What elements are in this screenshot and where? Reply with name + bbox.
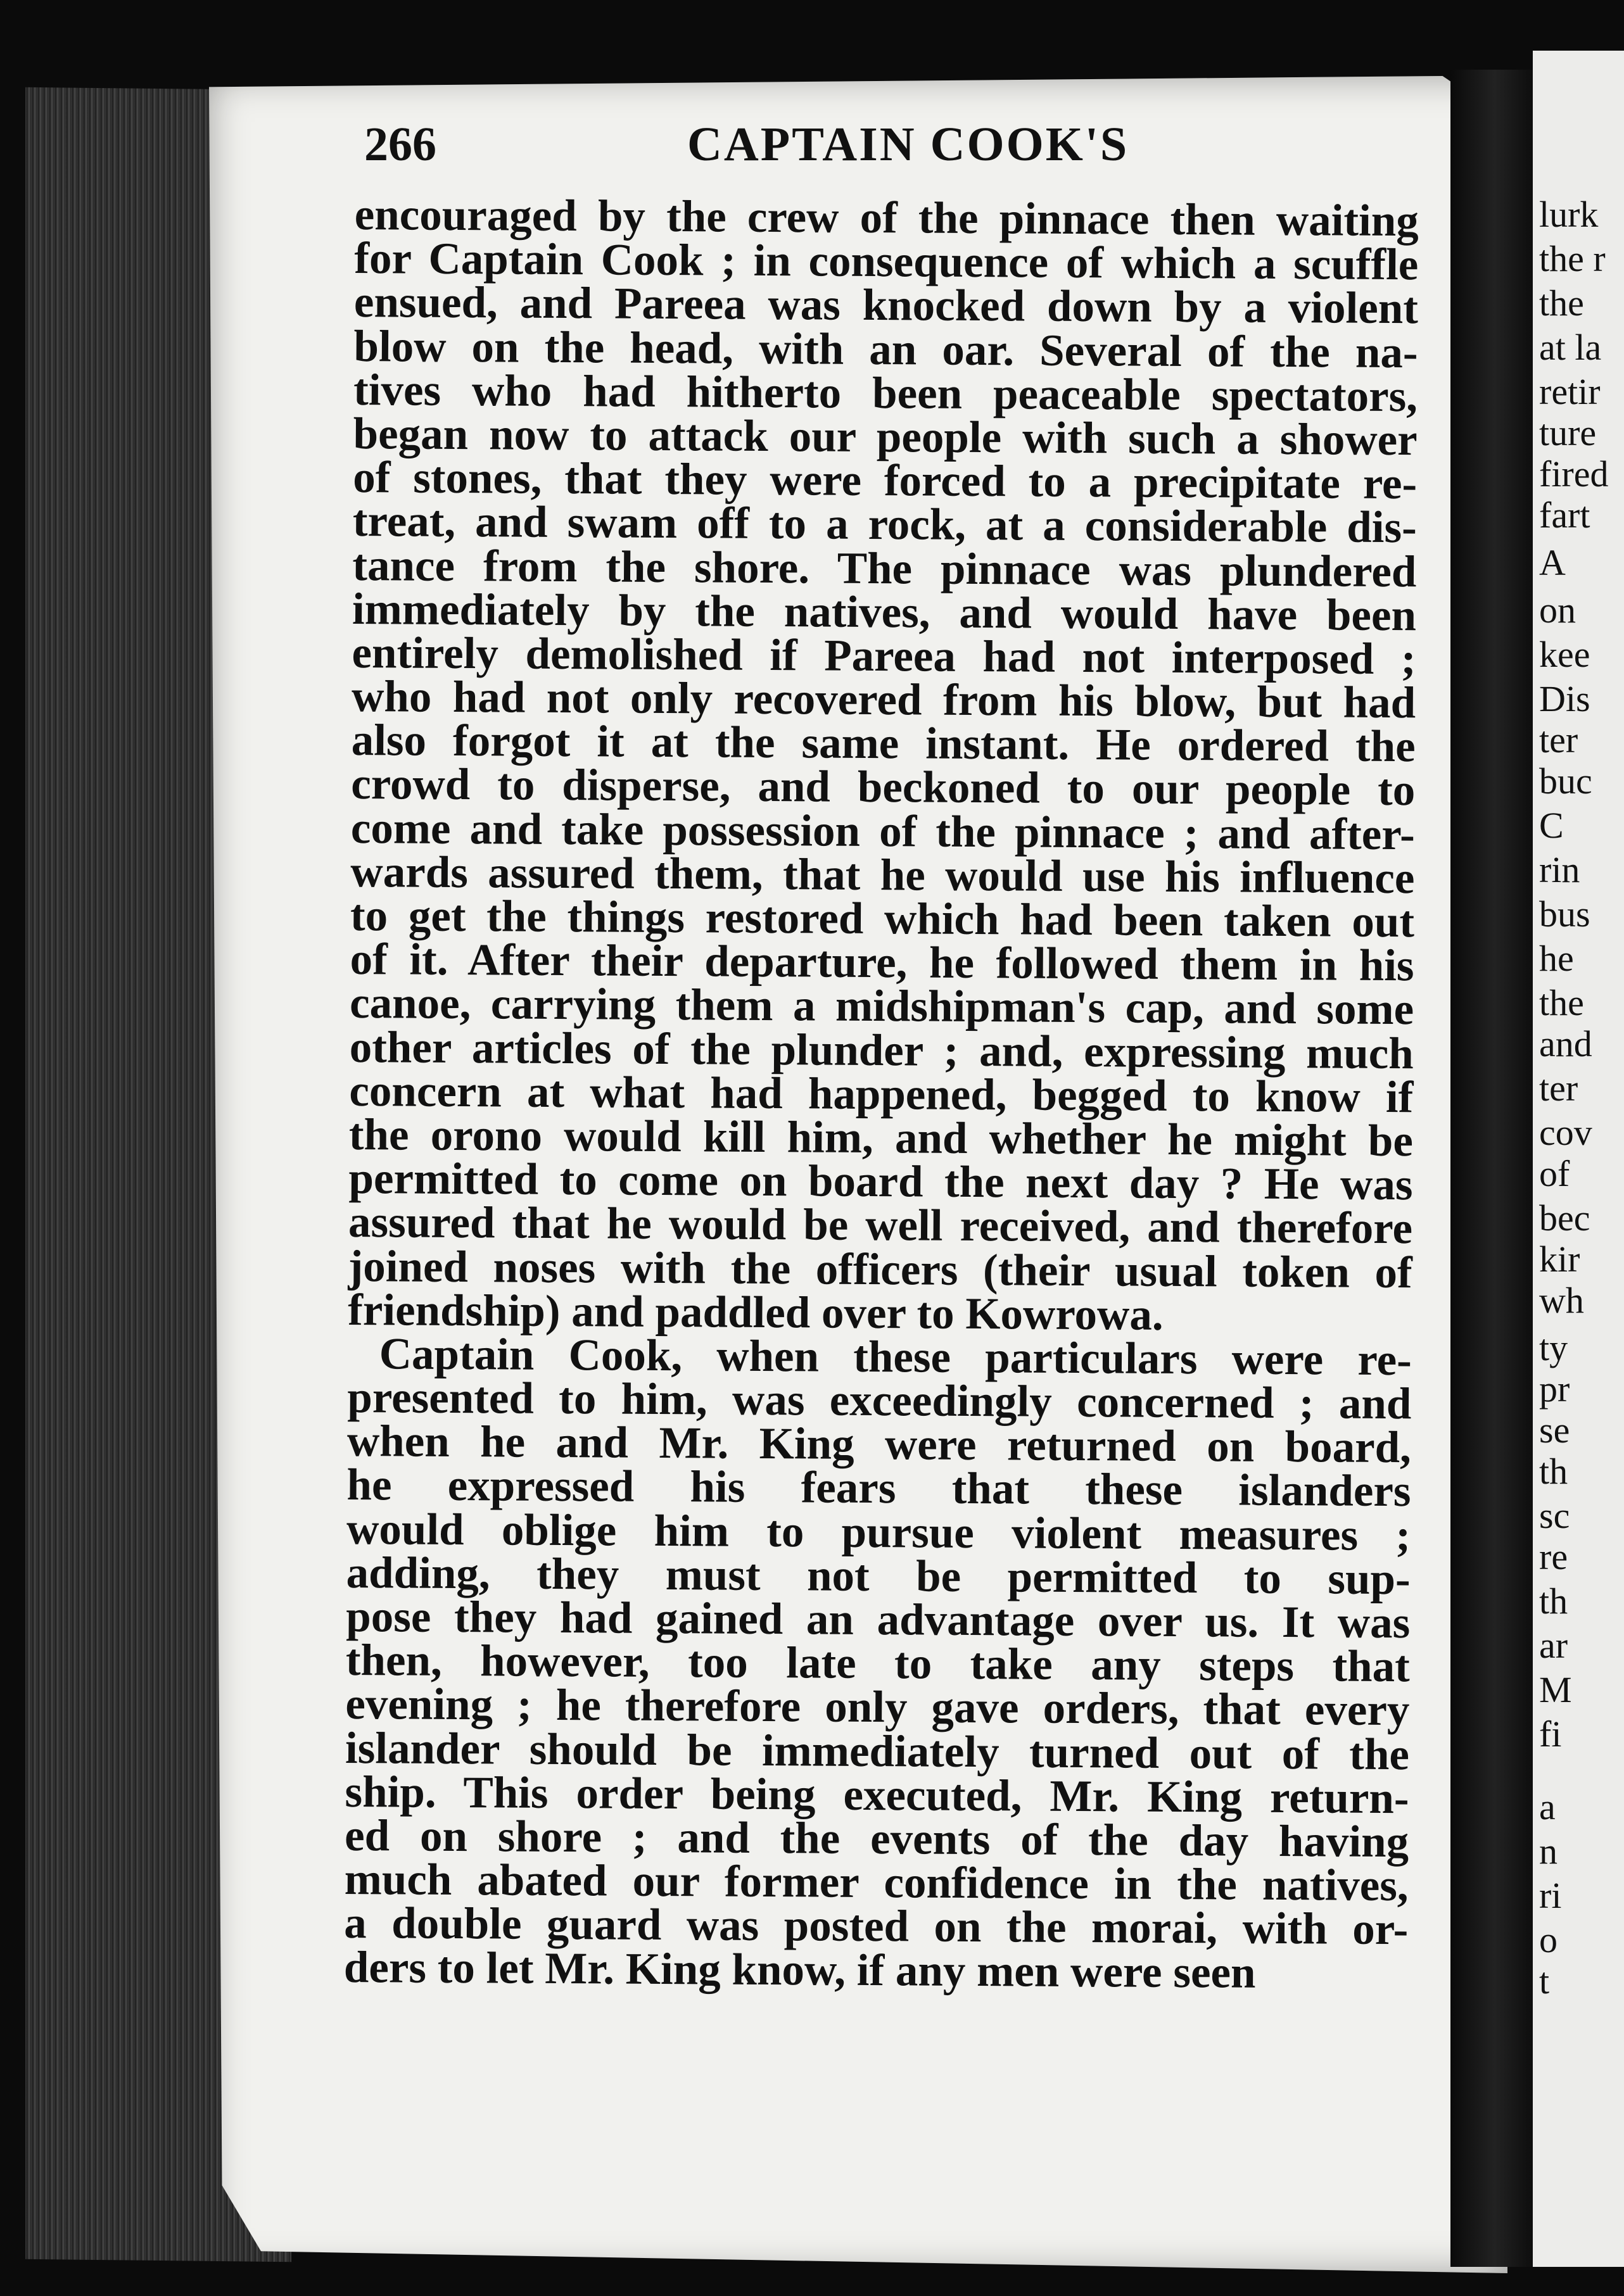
- text-line: presented to him, was exceedingly concerned ; and: [347, 1373, 1412, 1429]
- facing-page-text: at la: [1539, 327, 1602, 368]
- text-line: joined noses with the officers (their usual token of: [348, 1241, 1412, 1297]
- facing-page-text: buc: [1539, 760, 1592, 802]
- text-line: ed on shore ; and the events of the day having: [344, 1810, 1409, 1867]
- facing-page-text: Dis: [1539, 678, 1590, 719]
- text-line: treat, and swam off to a rock, at a considerable dis-: [352, 496, 1418, 553]
- text-line: of stones, that they were forced to a precipitate re-: [353, 453, 1418, 509]
- facing-page-text: ty: [1539, 1327, 1568, 1368]
- facing-page-text: kir: [1539, 1239, 1580, 1280]
- text-line: adding, they must not be permitted to sup-: [346, 1548, 1411, 1605]
- facing-page-text: o: [1539, 1919, 1557, 1960]
- facing-page-text: kee: [1539, 634, 1590, 675]
- text-line: Captain Cook, when these particulars were re-: [379, 1329, 1412, 1385]
- facing-page-text: the r: [1539, 238, 1606, 279]
- text-line: canoe, carrying them a midshipman's cap, and some: [349, 978, 1414, 1035]
- text-line: when he and Mr. King were returned on board,: [346, 1416, 1412, 1473]
- text-line: the orono would kill him, and whether he might be: [348, 1109, 1414, 1166]
- running-head: CAPTAIN COOK'S: [687, 118, 1129, 171]
- book-gutter: [1450, 70, 1539, 2267]
- text-line: ders to let Mr. King know, if any men were seen: [343, 1942, 1256, 1998]
- facing-page-text: the: [1539, 282, 1584, 324]
- text-line: assured that he would be well received, and therefore: [348, 1197, 1413, 1254]
- text-line: evening ; he therefore only gave orders, that every: [345, 1679, 1410, 1736]
- text-line: come and take possession of the pinnace ; and after-: [350, 803, 1416, 859]
- facing-page-text: re: [1539, 1536, 1568, 1577]
- text-line: for Captain Cook ; in consequence of which a scuffle: [354, 234, 1419, 290]
- text-line: ship. This order being executed, Mr. King return-: [345, 1767, 1409, 1823]
- facing-page-text: on: [1539, 590, 1576, 631]
- facing-page-text: retir: [1539, 371, 1601, 412]
- facing-page-text: se: [1539, 1410, 1570, 1451]
- text-line: also forgot it at the same instant. He ordered the: [351, 716, 1416, 772]
- text-line: crowd to disperse, and beckoned to our people to: [351, 759, 1416, 816]
- facing-page-text: bus: [1539, 893, 1590, 935]
- text-line: entirely demolished if Pareea had not interposed ;: [352, 628, 1416, 684]
- facing-page-text: ter: [1539, 1068, 1578, 1109]
- facing-page-text: pr: [1539, 1368, 1570, 1410]
- text-line: islander should be immediately turned out of the: [345, 1723, 1410, 1779]
- text-line: a double guard was posted on the morai, with or-: [344, 1898, 1409, 1955]
- text-line: immediately by the natives, and would have been: [352, 584, 1417, 640]
- facing-page-text: ri: [1539, 1875, 1562, 1916]
- facing-page-text: M: [1539, 1669, 1572, 1710]
- facing-page-text: rin: [1539, 849, 1580, 890]
- facing-page-text: th: [1539, 1451, 1568, 1492]
- facing-page-text: C: [1539, 805, 1564, 846]
- facing-page-text: ar: [1539, 1625, 1568, 1666]
- facing-page-text: t: [1539, 1960, 1550, 2002]
- facing-page-text: cov: [1539, 1112, 1592, 1153]
- facing-page-text: of: [1539, 1153, 1570, 1194]
- page-number: 266: [364, 118, 436, 171]
- facing-page-text: th: [1539, 1580, 1568, 1622]
- page-header: [364, 117, 1435, 174]
- facing-page-text: ter: [1539, 719, 1578, 760]
- text-line: pose they had gained an advantage over us. It was: [346, 1591, 1411, 1648]
- text-line: who had not only recovered from his blow, but had: [351, 672, 1416, 728]
- facing-page-text: a: [1539, 1786, 1556, 1827]
- facing-page-text: n: [1539, 1831, 1557, 1872]
- text-line: permitted to come on board the next day ? He was: [348, 1154, 1413, 1210]
- text-line: he expressed his fears that these islanders: [346, 1460, 1411, 1517]
- text-line: would oblige him to pursue violent measures ;: [346, 1504, 1411, 1560]
- text-line: of it. After their departure, he followed them in his: [350, 935, 1414, 991]
- facing-page-text: ture: [1539, 412, 1597, 453]
- text-line: then, however, too late to take any steps that: [345, 1636, 1411, 1692]
- facing-page-text: the: [1539, 982, 1584, 1023]
- text-line: much abated our former confidence in the natives,: [344, 1855, 1409, 1911]
- text-line: to get the things restored which had been taken out: [350, 890, 1415, 947]
- body-text: [343, 190, 1419, 1998]
- facing-page-text: he: [1539, 938, 1574, 979]
- text-line: ensued, and Pareea was knocked down by a violent: [353, 277, 1419, 334]
- text-line: friendship) and paddled over to Kowrowa.: [347, 1285, 1164, 1340]
- facing-page-text: lurk: [1539, 194, 1599, 235]
- facing-page-text: fi: [1539, 1713, 1562, 1755]
- bleed-through-text: [380, 2153, 1330, 2191]
- text-line: other articles of the plunder ; and, expressing much: [349, 1022, 1414, 1078]
- facing-page-text: bec: [1539, 1197, 1590, 1239]
- text-line: blow on the head, with an oar. Several of the na-: [353, 321, 1418, 377]
- facing-page-text: fired: [1539, 453, 1609, 495]
- facing-page-text: A: [1539, 542, 1566, 583]
- facing-page-text: wh: [1539, 1280, 1584, 1321]
- facing-page-text: fart: [1539, 495, 1590, 536]
- facing-page-text: sc: [1539, 1495, 1570, 1536]
- text-line: encouraged by the crew of the pinnace then waiting: [354, 190, 1419, 246]
- text-line: began now to attack our people with such a shower: [353, 408, 1418, 465]
- facing-page-text: and: [1539, 1023, 1592, 1064]
- text-line: wards assured them, that he would use his influence: [350, 847, 1415, 904]
- text-line: concern at what had happened, begged to know if: [349, 1066, 1414, 1122]
- facing-page-fragment: [1533, 51, 1624, 2267]
- text-line: tance from the shore. The pinnace was plundered: [352, 540, 1417, 596]
- text-line: tives who had hitherto been peaceable spectators,: [353, 365, 1418, 422]
